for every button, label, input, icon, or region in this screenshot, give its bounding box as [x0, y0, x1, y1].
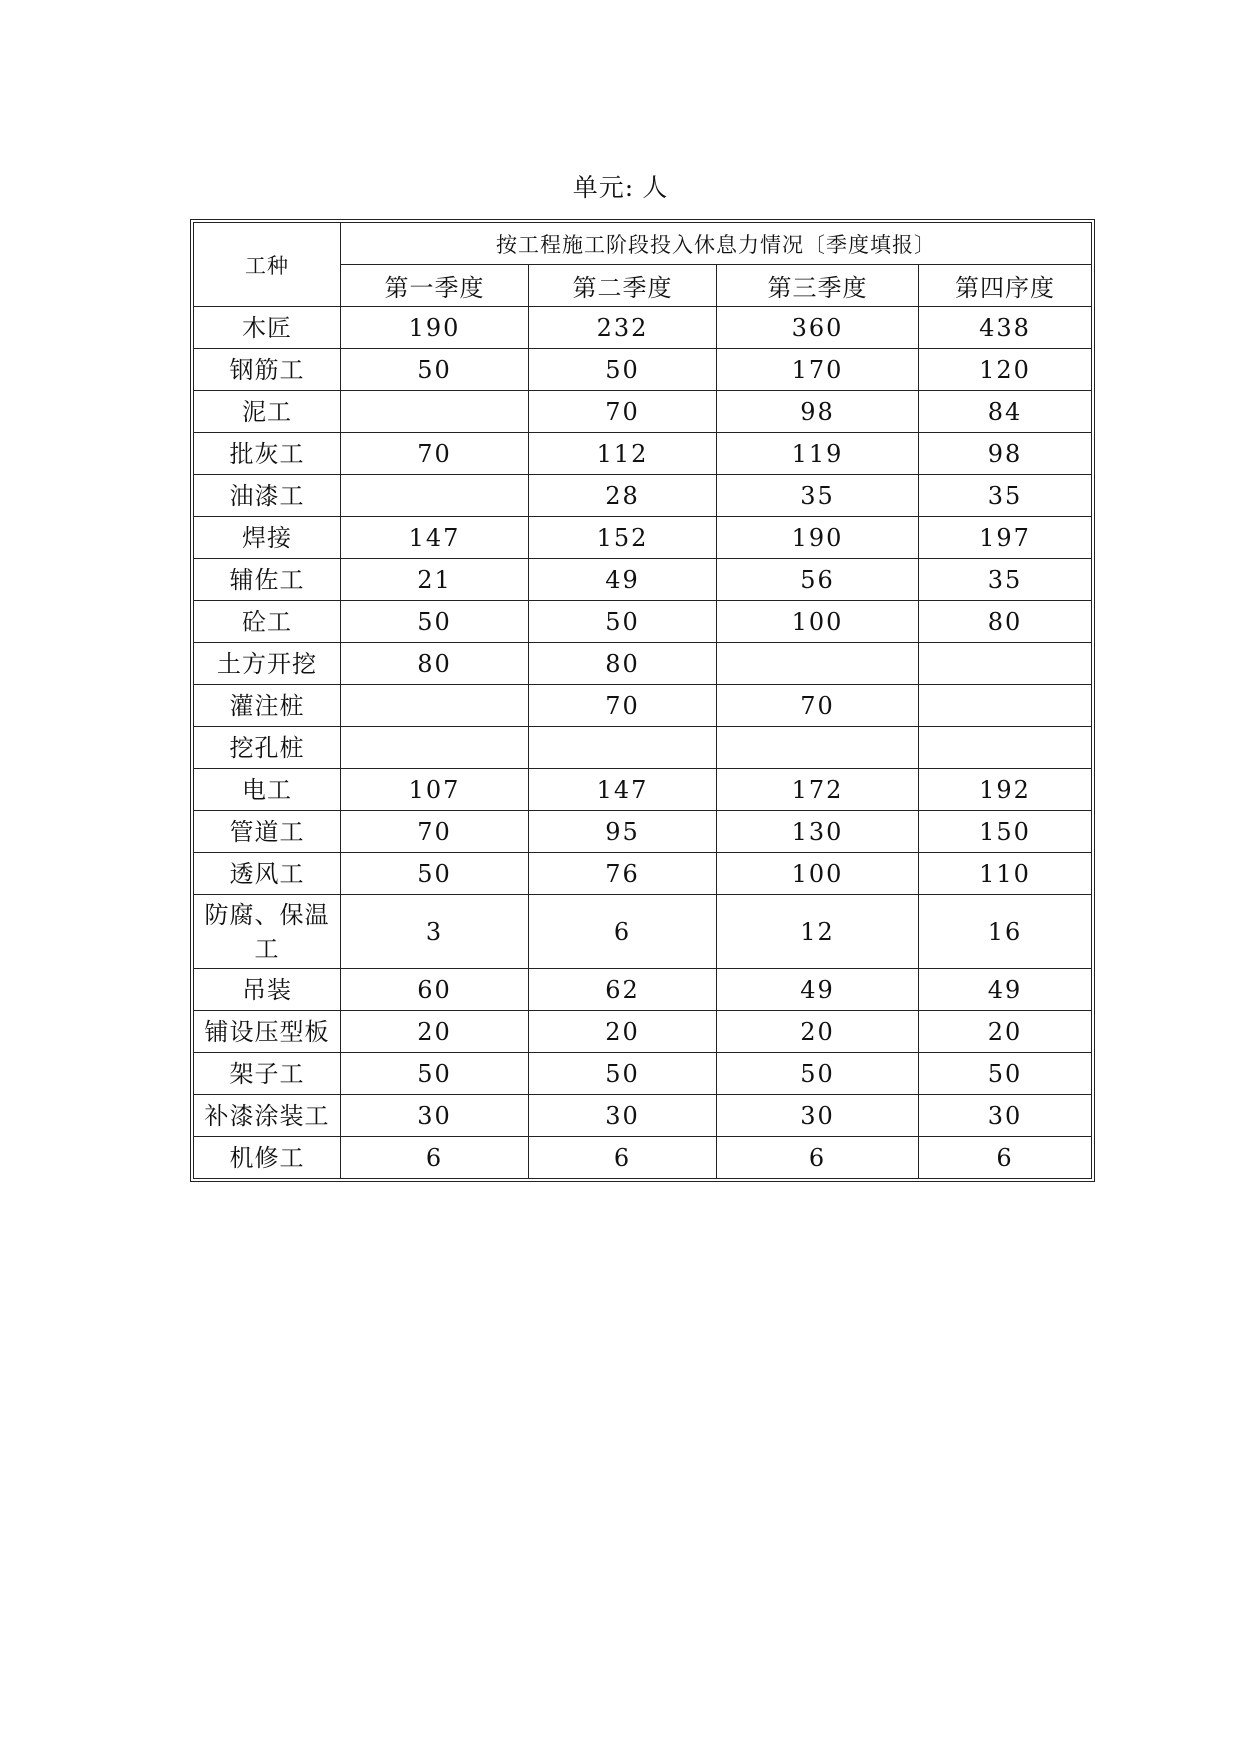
- table-row: [194, 727, 1092, 769]
- quarter-3-cell: [717, 643, 919, 685]
- table-body: [194, 307, 1092, 1179]
- quarter-4-cell: 110: [919, 853, 1092, 895]
- trade-cell: 补漆涂装工: [194, 1095, 341, 1137]
- quarter-1-cell: 21: [341, 559, 529, 601]
- trade-cell: 电工: [194, 769, 341, 811]
- quarter-4-cell: 438: [919, 307, 1092, 349]
- trade-cell: 油漆工: [194, 475, 341, 517]
- quarter-4-cell: 120: [919, 349, 1092, 391]
- quarter-4-cell: 35: [919, 559, 1092, 601]
- quarter-2-cell: 112: [529, 433, 717, 475]
- quarter-3-cell: 100: [717, 601, 919, 643]
- quarter-1-cell: 80: [341, 643, 529, 685]
- trade-cell: 挖孔桩: [194, 727, 341, 769]
- quarter-2-cell: 232: [529, 307, 717, 349]
- quarter-1-cell: 70: [341, 811, 529, 853]
- quarter-3-cell: 50: [717, 1053, 919, 1095]
- quarter-4-header: 第四序度: [919, 265, 1092, 307]
- trade-cell: 架子工: [194, 1053, 341, 1095]
- table-row: [194, 895, 1092, 969]
- table-row: [194, 969, 1092, 1011]
- quarter-1-cell: 30: [341, 1095, 529, 1137]
- table-row: [194, 601, 1092, 643]
- quarter-4-cell: 35: [919, 475, 1092, 517]
- quarter-4-cell: [919, 685, 1092, 727]
- table-row: [194, 685, 1092, 727]
- quarter-2-cell: 152: [529, 517, 717, 559]
- quarter-1-cell: 50: [341, 1053, 529, 1095]
- quarter-4-cell: 49: [919, 969, 1092, 1011]
- table-row: [194, 643, 1092, 685]
- table-row: [194, 433, 1092, 475]
- quarter-2-cell: 147: [529, 769, 717, 811]
- quarter-2-cell: 50: [529, 349, 717, 391]
- labor-table-frame: [190, 219, 1095, 1182]
- trade-cell: 管道工: [194, 811, 341, 853]
- quarter-3-cell: 130: [717, 811, 919, 853]
- quarter-4-cell: 197: [919, 517, 1092, 559]
- quarter-3-cell: 49: [717, 969, 919, 1011]
- quarter-2-cell: 76: [529, 853, 717, 895]
- quarter-4-cell: 84: [919, 391, 1092, 433]
- quarter-1-cell: 20: [341, 1011, 529, 1053]
- quarter-3-cell: 20: [717, 1011, 919, 1053]
- quarter-2-cell: 50: [529, 1053, 717, 1095]
- trade-cell: 土方开挖: [194, 643, 341, 685]
- quarter-4-cell: 16: [919, 895, 1092, 969]
- quarter-1-cell: 50: [341, 349, 529, 391]
- quarter-4-cell: 6: [919, 1137, 1092, 1179]
- quarter-2-cell: 70: [529, 391, 717, 433]
- quarter-3-cell: [717, 727, 919, 769]
- unit-label: 单元:: [572, 173, 635, 202]
- table-row: [194, 307, 1092, 349]
- quarter-1-cell: 50: [341, 601, 529, 643]
- trade-cell: 泥工: [194, 391, 341, 433]
- quarter-2-cell: 70: [529, 685, 717, 727]
- trade-cell: 灌注桩: [194, 685, 341, 727]
- quarter-2-cell: 30: [529, 1095, 717, 1137]
- quarter-1-cell: [341, 727, 529, 769]
- quarter-3-cell: 6: [717, 1137, 919, 1179]
- table-row: [194, 349, 1092, 391]
- trade-cell: 木匠: [194, 307, 341, 349]
- quarter-2-cell: 20: [529, 1011, 717, 1053]
- trade-cell: 批灰工: [194, 433, 341, 475]
- quarter-3-cell: 360: [717, 307, 919, 349]
- table-header: [194, 223, 1092, 307]
- quarter-1-cell: 3: [341, 895, 529, 969]
- unit-value: 人: [642, 173, 669, 202]
- table-row: [194, 1095, 1092, 1137]
- quarter-3-cell: 98: [717, 391, 919, 433]
- trade-cell: 透风工: [194, 853, 341, 895]
- quarter-3-cell: 56: [717, 559, 919, 601]
- quarter-3-cell: 190: [717, 517, 919, 559]
- quarter-1-cell: [341, 391, 529, 433]
- trade-cell: 防腐、保温工: [194, 895, 341, 969]
- table-row: [194, 559, 1092, 601]
- quarter-2-cell: [529, 727, 717, 769]
- quarterly-group-header: 按工程施工阶段投入休息力情况〔季度填报〕: [341, 223, 1092, 265]
- quarter-1-header: 第一季度: [341, 265, 529, 307]
- quarter-4-cell: 98: [919, 433, 1092, 475]
- quarter-1-cell: 190: [341, 307, 529, 349]
- trade-cell: 钢筋工: [194, 349, 341, 391]
- table-row: [194, 475, 1092, 517]
- quarter-1-cell: 60: [341, 969, 529, 1011]
- quarter-2-cell: 49: [529, 559, 717, 601]
- quarter-2-cell: 80: [529, 643, 717, 685]
- quarter-3-cell: 70: [717, 685, 919, 727]
- quarter-1-cell: 107: [341, 769, 529, 811]
- quarter-3-cell: 100: [717, 853, 919, 895]
- quarter-2-cell: 95: [529, 811, 717, 853]
- table-row: [194, 1011, 1092, 1053]
- table-row: [194, 769, 1092, 811]
- table-row: [194, 853, 1092, 895]
- quarter-2-header: 第二季度: [529, 265, 717, 307]
- table-row: [194, 517, 1092, 559]
- trade-cell: 砼工: [194, 601, 341, 643]
- quarter-1-cell: 147: [341, 517, 529, 559]
- table-row: [194, 391, 1092, 433]
- quarter-1-cell: 6: [341, 1137, 529, 1179]
- unit-caption: [0, 168, 1241, 204]
- quarter-1-cell: [341, 685, 529, 727]
- trade-cell: 机修工: [194, 1137, 341, 1179]
- trade-cell: 吊装: [194, 969, 341, 1011]
- quarter-4-cell: 80: [919, 601, 1092, 643]
- table-row: [194, 1053, 1092, 1095]
- quarter-1-cell: [341, 475, 529, 517]
- quarter-3-cell: 35: [717, 475, 919, 517]
- trade-cell: 焊接: [194, 517, 341, 559]
- quarter-1-cell: 70: [341, 433, 529, 475]
- quarter-2-cell: 28: [529, 475, 717, 517]
- table-row: [194, 1137, 1092, 1179]
- quarter-2-cell: 6: [529, 895, 717, 969]
- quarter-4-cell: 150: [919, 811, 1092, 853]
- quarter-4-cell: 192: [919, 769, 1092, 811]
- quarter-1-cell: 50: [341, 853, 529, 895]
- quarter-4-cell: 50: [919, 1053, 1092, 1095]
- quarter-4-cell: [919, 727, 1092, 769]
- quarter-3-cell: 30: [717, 1095, 919, 1137]
- quarter-3-cell: 119: [717, 433, 919, 475]
- labor-table: [193, 222, 1092, 1179]
- trade-column-header: 工种: [194, 223, 341, 307]
- trade-cell: 辅佐工: [194, 559, 341, 601]
- quarter-3-cell: 170: [717, 349, 919, 391]
- quarter-2-cell: 50: [529, 601, 717, 643]
- quarter-2-cell: 6: [529, 1137, 717, 1179]
- quarter-4-cell: 30: [919, 1095, 1092, 1137]
- quarter-3-cell: 12: [717, 895, 919, 969]
- quarter-4-cell: 20: [919, 1011, 1092, 1053]
- table-row: [194, 811, 1092, 853]
- quarter-3-cell: 172: [717, 769, 919, 811]
- quarter-2-cell: 62: [529, 969, 717, 1011]
- trade-cell: 铺设压型板: [194, 1011, 341, 1053]
- quarter-4-cell: [919, 643, 1092, 685]
- quarter-3-header: 第三季度: [717, 265, 919, 307]
